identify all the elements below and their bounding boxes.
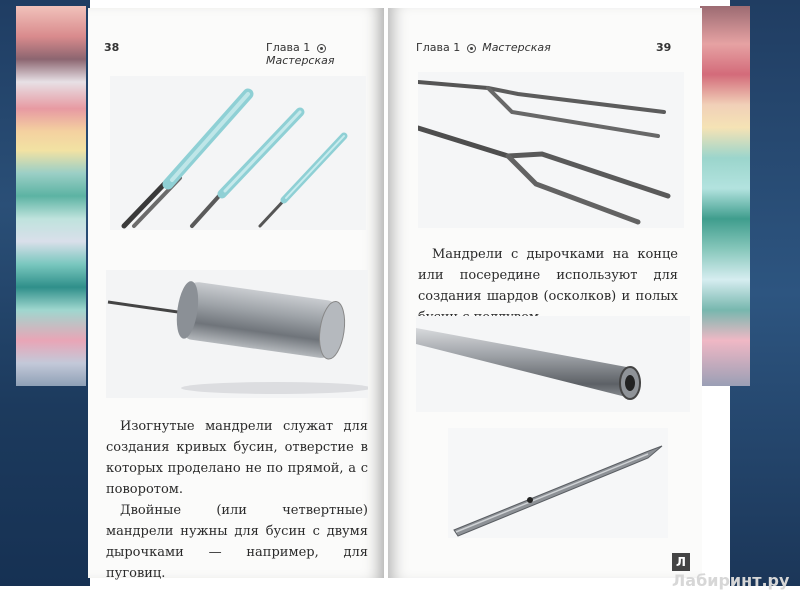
section-label: Мастерская: [266, 54, 335, 67]
section-label: Мастерская: [482, 41, 551, 54]
right-page: [388, 8, 702, 578]
chapter-label: Глава 1: [416, 41, 461, 54]
left-page: [88, 8, 384, 581]
right-page-number: [656, 41, 671, 54]
photo-hollow-mandrel: [416, 316, 690, 412]
bullet-icon: [317, 44, 326, 53]
labirint-logo-icon: Л: [672, 553, 690, 571]
left-page-number: [104, 41, 119, 54]
page-edges-right: [700, 6, 750, 386]
photo-forked-mandrels: [418, 72, 684, 228]
photo-coated-mandrels: [110, 76, 366, 230]
left-body-text: [106, 416, 368, 584]
bullet-icon: [467, 44, 476, 53]
paragraph: Двойные (или четвертные) мандрели нужны для бусин с двумя дырочками — например, для пуговиц.: [106, 503, 368, 581]
paragraph: Изогнутые мандрели служат для создания кривых бусин, отверстие в которых проделано не по прямой, а с поворотом.: [106, 419, 368, 497]
page-edges-left: [16, 6, 86, 386]
watermark-text: Лабиринт.ру: [672, 570, 790, 590]
watermark: [672, 551, 800, 590]
left-running-head: [266, 41, 384, 67]
paragraph: Мандрели с дырочками на конце или посередине используют для создания шардов (осколков) и полых: [418, 247, 678, 304]
photo-textured-mandrel: [106, 270, 368, 398]
page-number: 38: [104, 41, 120, 54]
right-running-head: [416, 41, 551, 54]
page-number: 39: [656, 41, 672, 54]
photo-pointed-mandrel: [448, 428, 668, 538]
chapter-label: Глава 1: [266, 41, 311, 54]
